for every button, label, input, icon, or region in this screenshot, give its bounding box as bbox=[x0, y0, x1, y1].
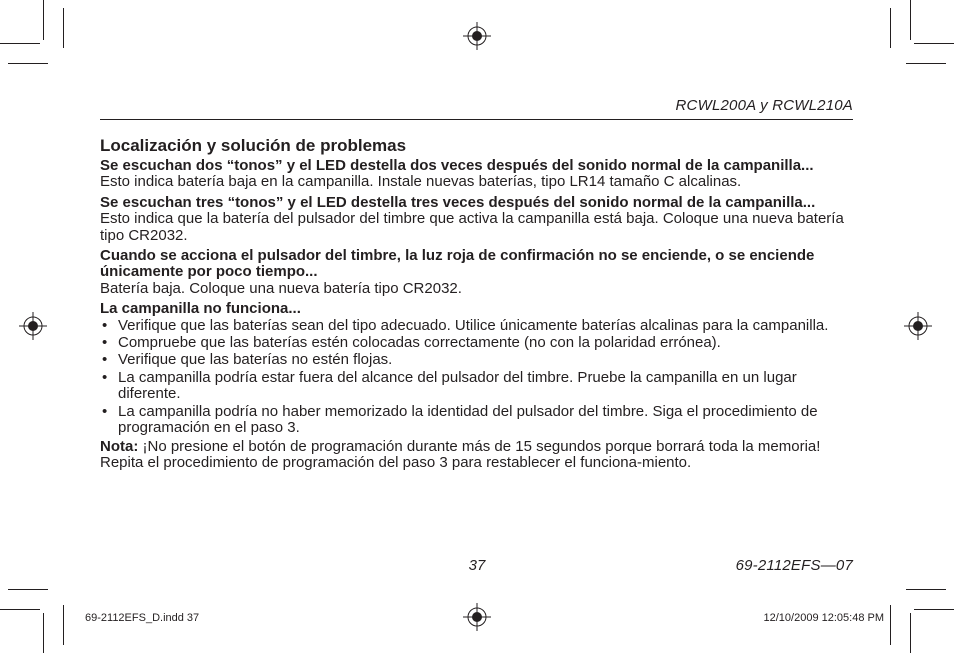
problem-answer: Esto indica batería baja en la campanilla. Instale nuevas baterías, tipo LR14 tamaño C alcalinas. bbox=[100, 173, 742, 191]
bullet-icon: • bbox=[102, 316, 108, 334]
registration-mark-icon bbox=[463, 22, 491, 50]
crop-mark bbox=[914, 609, 954, 610]
crop-mark bbox=[43, 613, 44, 653]
section-title: Localización y solución de problemas bbox=[100, 136, 407, 155]
list-item-text: Verifique que las baterías no estén flojas. bbox=[118, 351, 393, 369]
registration-mark-icon bbox=[19, 312, 47, 340]
list-item bbox=[100, 352, 856, 368]
list-item bbox=[100, 318, 856, 334]
note-label: Nota: bbox=[100, 437, 139, 455]
problem-question: Cuando se acciona el pulsador del timbre, la luz roja de confirmación no se enciende, o se enciende únicamente por poco tiempo... bbox=[100, 247, 815, 281]
crop-mark bbox=[914, 43, 954, 44]
list-item-text: Compruebe que las baterías estén colocadas correctamente (no con la polaridad errónea). bbox=[118, 334, 721, 352]
bullet-list bbox=[100, 318, 856, 437]
problem-question: La campanilla no funciona... bbox=[100, 300, 301, 318]
list-item bbox=[100, 370, 856, 403]
problem-answer: Esto indica que la batería del pulsador del timbre que activa la campanilla está baja. Coloque una nueva batería tipo CR2032. bbox=[100, 210, 844, 244]
list-item-text: La campanilla podría estar fuera del alcance del pulsador del timbre. Pruebe la campanilla en un lugar diferente. bbox=[118, 368, 797, 403]
registration-mark-icon bbox=[463, 603, 491, 631]
crop-mark bbox=[890, 8, 891, 48]
slug-timestamp: 12/10/2009 12:05:48 PM bbox=[763, 612, 884, 624]
problem-question: Se escuchan dos “tonos” y el LED destella dos veces después del sonido normal de la campanilla... bbox=[100, 157, 814, 174]
registration-mark-icon bbox=[904, 312, 932, 340]
crop-mark bbox=[0, 609, 40, 610]
crop-mark bbox=[43, 0, 44, 40]
bullet-icon: • bbox=[102, 402, 108, 420]
crop-mark bbox=[8, 63, 48, 64]
crop-mark bbox=[906, 589, 946, 590]
running-head-model: RCWL200A y RCWL210A bbox=[675, 97, 853, 114]
crop-mark bbox=[0, 43, 40, 44]
slug-filename: 69-2112EFS_D.indd 37 bbox=[85, 612, 200, 624]
crop-mark bbox=[910, 0, 911, 40]
crop-mark bbox=[906, 63, 946, 64]
list-item bbox=[100, 404, 856, 437]
problem-answer: Batería baja. Coloque una nueva batería tipo CR2032. bbox=[100, 279, 462, 297]
list-item bbox=[100, 335, 856, 351]
list-item-text: La campanilla podría no haber memorizado la identidad del pulsador del timbre. Siga el procedimiento de programación en el paso 3. bbox=[118, 402, 818, 437]
bullet-icon: • bbox=[102, 334, 108, 352]
troubleshooting-section bbox=[100, 136, 856, 471]
bullet-icon: • bbox=[102, 368, 108, 386]
list-item-text: Verifique que las baterías sean del tipo adecuado. Utilice únicamente baterías alcalinas para la campanilla. bbox=[118, 316, 829, 334]
crop-mark bbox=[910, 613, 911, 653]
header-rule bbox=[100, 119, 853, 120]
document-code: 69-2112EFS—07 bbox=[735, 557, 853, 574]
page-number: 37 bbox=[468, 557, 486, 574]
crop-mark bbox=[890, 605, 891, 645]
crop-mark bbox=[8, 589, 48, 590]
crop-mark bbox=[63, 8, 64, 48]
bullet-icon: • bbox=[102, 351, 108, 369]
note-text: ¡No presione el botón de programación durante más de 15 segundos porque borrará toda la memoria! Repita el procedimiento de programación del paso 3 para restablecer el funciona-miento. bbox=[100, 437, 821, 471]
note-paragraph bbox=[100, 439, 856, 472]
crop-mark bbox=[63, 605, 64, 645]
problem-question: Se escuchan tres “tonos” y el LED destella tres veces después del sonido normal de la campanilla... bbox=[100, 193, 816, 211]
